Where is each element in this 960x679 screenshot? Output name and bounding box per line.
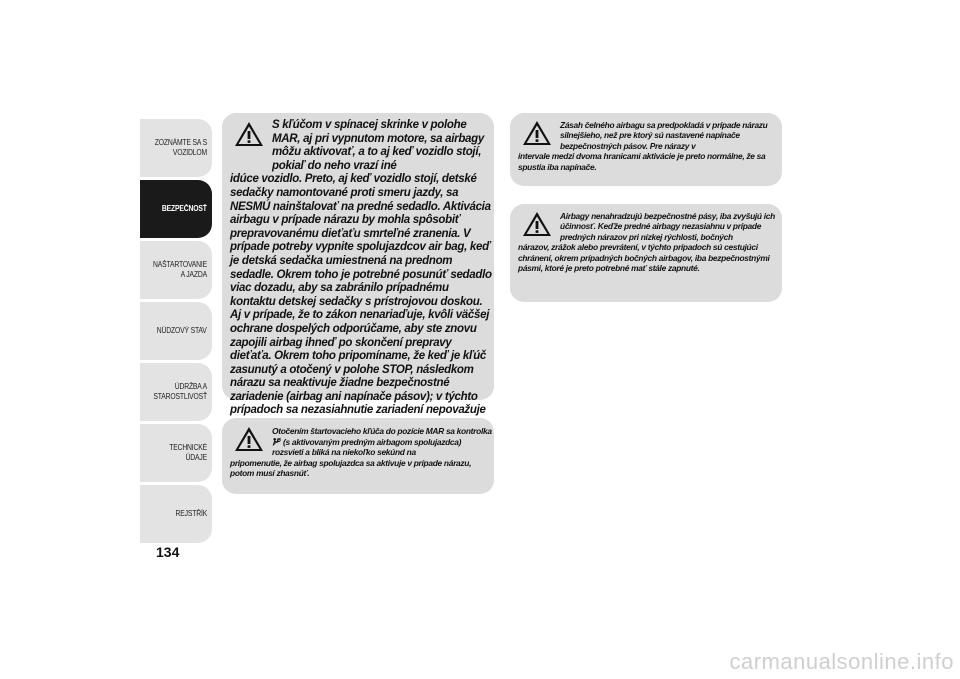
note-body [230,426,492,479]
tab-label: TECHNICKÉ ÚDAJE [169,443,207,462]
tab-technical-data[interactable] [140,424,212,482]
warning-note-seat-belts [510,204,782,302]
chapter-tabs [140,119,212,546]
airbag-off-icon [272,437,281,446]
watermark: carmanualsonline.info [729,649,954,674]
tab-vehicle-intro[interactable] [140,119,212,177]
tab-safety[interactable] [140,180,212,238]
note-body [518,120,780,172]
note-emphasis: NESMÚ [230,200,271,213]
warning-note-front-airbag [510,113,782,186]
tab-label: BEZPEČNOSŤ [162,204,207,213]
note-lead-b: (s aktivovaným predným airbagom spolujazdca) rozsvieti a bliká na niekoľko sekúnd na [272,436,462,458]
tab-label: NÚDZOVÝ STAV [157,326,207,335]
tab-starting-driving[interactable] [140,241,212,299]
note-lead-a: Otočením štartovacieho kľúča do pozície MAR sa kontrolka [272,426,492,436]
note-lead: S kľúčom v spínacej skrinke v polohe MAR, aj pri vypnutom motore, sa airbagy môžu aktivovať, a to aj keď vozidlo stojí, pokiaľ do neho vrazí iné [272,119,484,172]
note-lead: Airbagy nenahradzujú bezpečnostné pásy, iba zvyšujú ich účinnosť. Keďže predné airbagy nezasiahnu v prípade predných nárazov pri nízkej rýchlosti, bočných [560,211,775,242]
tab-label: ZOZNÁMTE SA S VOZIDLOM [154,138,207,157]
note-body [230,119,492,432]
tab-label: ÚDRŽBA A STAROSTLIVOSŤ [153,382,207,401]
note-text-a: idúce vozidlo. Preto, aj keď vozidlo stojí, detské sedačky namontované proti smeru jazdy, sa [230,173,477,199]
note-text-b: nainštalovať na predné sedadlo. Aktivácia airbagu v prípade nárazu by mohla spôsobiť prepravovanému dieťaťu smrteľné zranenia. V prípade potreby vypnite spolujazdcov air bag, keď je detská sedačka umiestnená na prednom sedadle. Okrem toho je potrebné posunúť sedadlo viac dozadu, aby sa zabránilo prípadnému kontaktu detskej sedačky s prístrojovou doskou. Aj v prípade, že to zákon nenariaďuje, kvôli väčšej ochrane dospelých odporúčame, aby ste znovu zapojili airbag ihneď po skončení prepravy dieťaťa. Okrem toho pripomíname, že keď je kľúč zasunutý a otočený v polohe STOP, následkom nárazu sa neaktivuje žiadne bezpečnostné zariadenie (airbag ani napínače pásov); v týchto prípadoch sa nezasiahnutie zariadení nepovažuje [230,200,492,417]
note-text: intervale medzi dvoma hranicami aktivácie je preto normálne, že sa spustia iba napínače. [518,151,766,172]
tab-maintenance[interactable] [140,363,212,421]
note-text: pripomenutie, že airbag spolujazdca sa aktivuje v prípade nárazu, potom musí zhasnúť. [230,457,472,479]
tab-label: NAŠTARTOVANIE A JAZDA [153,260,207,279]
warning-note-child-seat [222,113,494,417]
note-lead: Zásah čelného airbagu sa predpokladá v prípade nárazu silnejšieho, než pre ktorý sú nastavené napínače bezpečnostných pásov. Pre nárazy v [560,120,768,151]
note-lead [230,426,492,458]
tab-emergency[interactable] [140,302,212,360]
note-text: nárazov, zrážok alebo prevrátení, v týchto prípadoch sú cestujúci chránení, okrem prípadných bočných airbagov, iba bezpečnostnými pásmi, ktoré je preto potrebné mať stále zapnuté. [518,242,770,274]
page-number: 134 [156,544,180,560]
tab-index[interactable] [140,485,212,543]
note-body [518,211,780,273]
note-text [230,173,492,431]
warning-note-indicator [222,418,494,494]
tab-label: REJSTŘÍK [175,509,207,518]
